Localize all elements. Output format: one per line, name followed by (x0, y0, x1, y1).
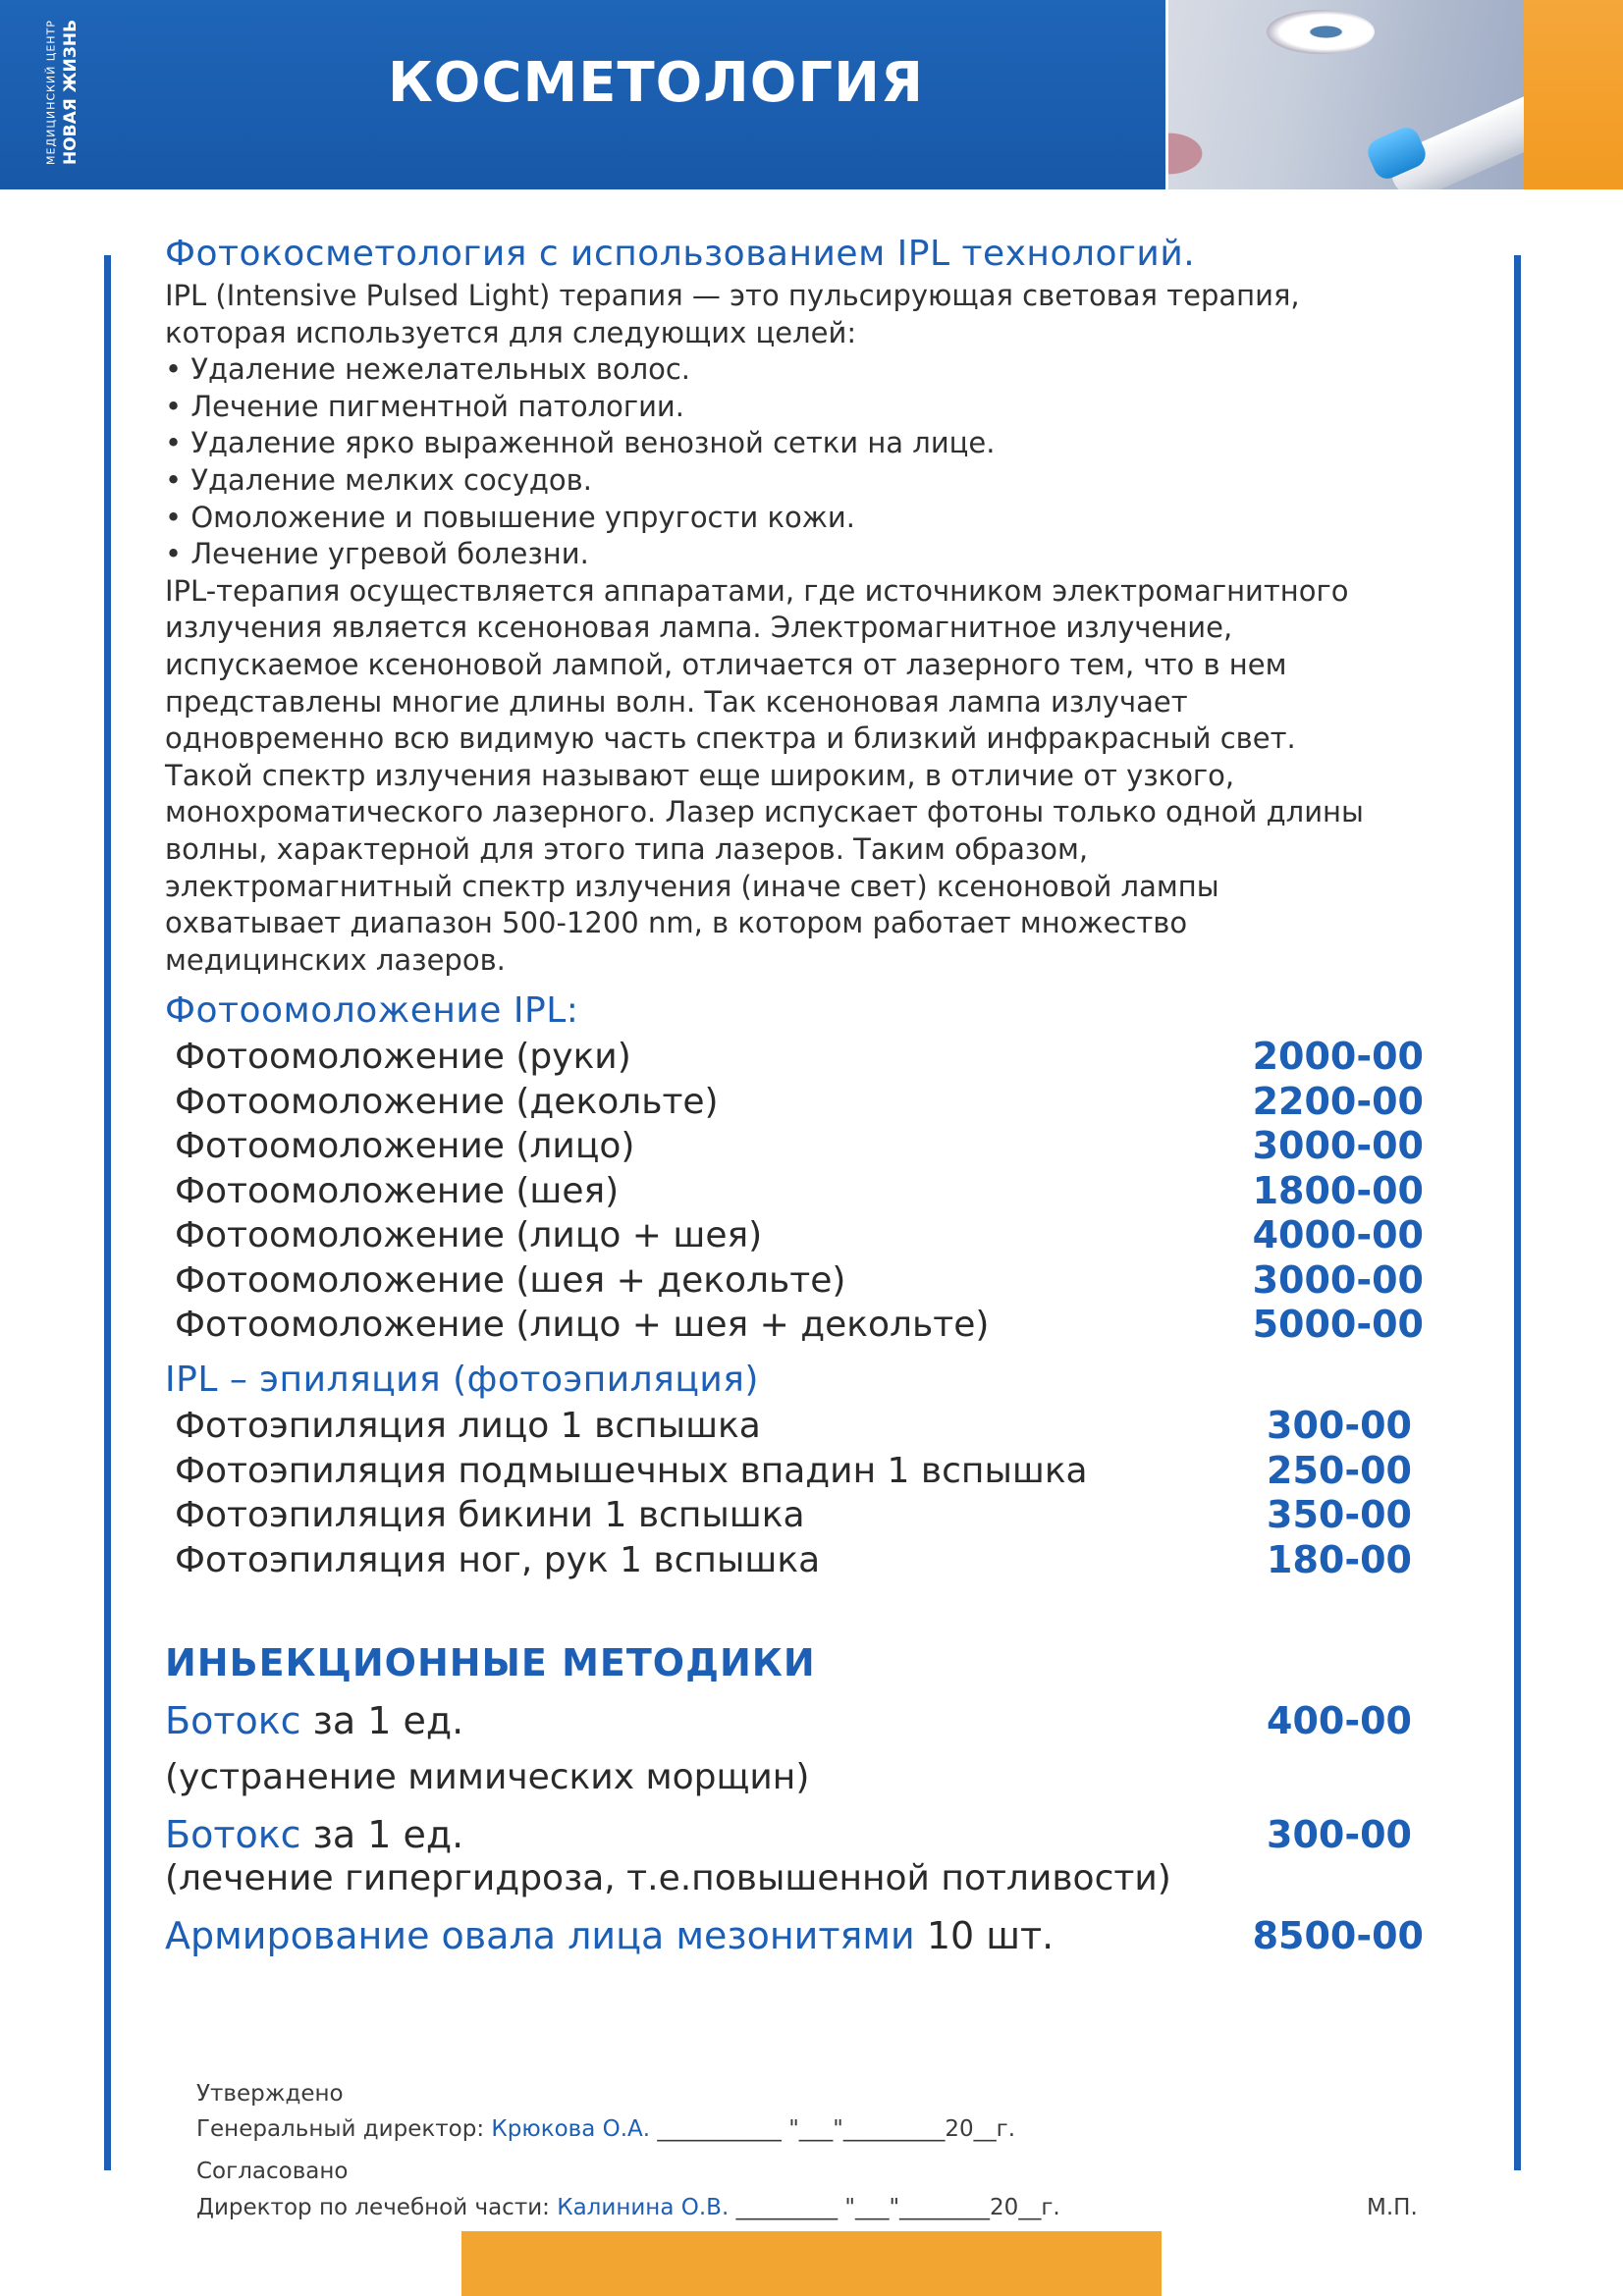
lips-shape (1168, 118, 1227, 189)
botox-1-note: (устранение мимических морщин) (165, 1757, 810, 1797)
ipl-text-line: излучения является ксеноновая лампа. Электромагнитное излучение, (165, 611, 1233, 645)
ipl-text-line: IPL (Intensive Pulsed Light) терапия — это пульсирующая световая терапия, (165, 279, 1300, 312)
ipl-text-line: • Омоложение и повышение упругости кожи. (165, 500, 855, 534)
mesothreads-unit: 10 шт. (914, 1914, 1055, 1957)
rejuvenation-item-price: 4000-00 (1252, 1213, 1424, 1256)
epilation-item-price: 180-00 (1267, 1537, 1412, 1581)
epilation-item-name: Фотоэпиляция ног, рук 1 вспышка (175, 1539, 821, 1580)
rejuvenation-item-price: 2000-00 (1252, 1035, 1424, 1078)
ipl-text-line: представлены многие длины волн. Так ксеноновая лампа излучает (165, 684, 1188, 719)
rejuvenation-item-name: Фотоомоложение (лицо + шея + декольте) (175, 1305, 990, 1345)
orange-accent-block (1524, 0, 1623, 189)
approved-label: Утверждено (196, 2081, 344, 2107)
ipl-text-line: • Удаление ярко выраженной венозной сетки на лице. (165, 426, 996, 460)
botox-row-2 (165, 1813, 463, 1856)
ipl-text-line: Такой спектр излучения называют еще широким, в отличие от узкого, (165, 758, 1235, 792)
rejuvenation-item-price: 2200-00 (1252, 1079, 1424, 1123)
right-border-bar (1514, 255, 1521, 2170)
ipl-text-line: монохроматического лазерного. Лазер испускает фотоны только одной длины (165, 795, 1364, 829)
logo-line-2: НОВАЯ ЖИЗНЬ (61, 19, 81, 166)
botox-2-unit: за 1 ед. (300, 1813, 464, 1856)
botox-1-price: 400-00 (1267, 1699, 1412, 1742)
ipl-text-line: • Лечение угревой болезни. (165, 537, 589, 571)
rejuvenation-item-name: Фотоомоложение (руки) (175, 1037, 631, 1077)
ipl-heading: Фотокосметология с использованием IPL технологий. (165, 234, 1196, 274)
bottom-accent-bar (461, 2231, 1162, 2296)
ipl-text-line: волны, характерной для этого типа лазеров. Таким образом, (165, 832, 1089, 866)
mesothreads-row (165, 1914, 1054, 1957)
clinic-logo (37, 14, 92, 171)
botox-row-1 (165, 1699, 463, 1742)
left-border-bar (104, 255, 111, 2170)
md-blanks: _________ "___"________20__г. (729, 2195, 1060, 2220)
epilation-item-name: Фотоэпиляция подмышечных впадин 1 вспышка (175, 1450, 1088, 1491)
mesothreads-price: 8500-00 (1252, 1914, 1424, 1957)
rejuvenation-item-name: Фотоомоложение (лицо + шея) (175, 1215, 763, 1255)
header-photo (1168, 0, 1623, 189)
rejuvenation-item-name: Фотоомоложение (декольте) (175, 1081, 719, 1122)
gd-name: Крюкова О.А. (491, 2116, 651, 2142)
eye-shape (1267, 10, 1375, 54)
logo-line-1: МЕДИЦИНСКИЙ ЦЕНТР (44, 20, 58, 165)
epilation-item-price: 300-00 (1267, 1404, 1412, 1447)
rejuvenation-item-price: 3000-00 (1252, 1257, 1424, 1302)
ipl-text-line: • Удаление мелких сосудов. (165, 463, 592, 497)
agreed-label: Согласовано (196, 2159, 349, 2184)
general-director-line (196, 2116, 1015, 2142)
ipl-text-line: охватывает диапазон 500-1200 nm, в котором работает множество (165, 906, 1188, 940)
medical-director-line (196, 2195, 1060, 2220)
epilation-heading: IPL – эпиляция (фотоэпиляция) (165, 1360, 759, 1400)
botox-2-note: (лечение гипергидроза, т.е.повышенной потливости) (165, 1858, 1171, 1898)
rejuvenation-item-price: 5000-00 (1252, 1303, 1424, 1346)
ipl-text-line: одновременно всю видимую часть спектра и близкий инфракрасный свет. (165, 721, 1296, 756)
header-banner (0, 0, 1165, 189)
gd-label: Генеральный директор: (196, 2116, 492, 2142)
epilation-item-price: 250-00 (1267, 1448, 1412, 1492)
rejuvenation-item-name: Фотоомоложение (шея) (175, 1170, 620, 1211)
page-title: КОСМЕТОЛОГИЯ (388, 51, 925, 115)
botox-1-name: Ботокс (165, 1699, 301, 1742)
ipl-text-line: IPL-терапия осуществляется аппаратами, где источником электромагнитного (165, 573, 1349, 608)
seal-label: М.П. (1367, 2195, 1418, 2220)
ipl-text-line: электромагнитный спектр излучения (иначе свет) ксеноновой лампы (165, 869, 1219, 903)
injection-heading: ИНЬЕКЦИОННЫЕ МЕТОДИКИ (165, 1641, 816, 1684)
rejuvenation-item-name: Фотоомоложение (лицо) (175, 1126, 635, 1166)
gd-blanks: ___________ "___"_________20__г. (650, 2116, 1016, 2142)
ipl-text-line: которая используется для следующих целей: (165, 315, 857, 349)
epilation-item-price: 350-00 (1267, 1493, 1412, 1536)
md-name: Калинина О.В. (557, 2195, 730, 2220)
epilation-item-name: Фотоэпиляция лицо 1 вспышка (175, 1406, 761, 1446)
rejuvenation-item-price: 1800-00 (1252, 1168, 1424, 1212)
rejuvenation-item-name: Фотоомоложение (шея + декольте) (175, 1259, 846, 1301)
mesothreads-name: Армирование овала лица мезонитями (165, 1914, 915, 1957)
ipl-text-line: • Лечение пигментной патологии. (165, 389, 684, 423)
md-label: Директор по лечебной части: (196, 2195, 558, 2220)
botox-2-price: 300-00 (1267, 1813, 1412, 1856)
ipl-text-line: испускаемое ксеноновой лампой, отличается от лазерного тем, что в нем (165, 648, 1287, 681)
epilation-item-name: Фотоэпиляция бикини 1 вспышка (175, 1495, 805, 1535)
ipl-text-line: медицинских лазеров. (165, 942, 506, 977)
botox-2-name: Ботокс (165, 1813, 301, 1856)
rejuvenation-heading: Фотоомоложение IPL: (165, 990, 579, 1031)
rejuvenation-item-price: 3000-00 (1252, 1124, 1424, 1167)
ipl-text-line: • Удаление нежелательных волос. (165, 352, 691, 387)
botox-1-unit: за 1 ед. (300, 1699, 464, 1742)
